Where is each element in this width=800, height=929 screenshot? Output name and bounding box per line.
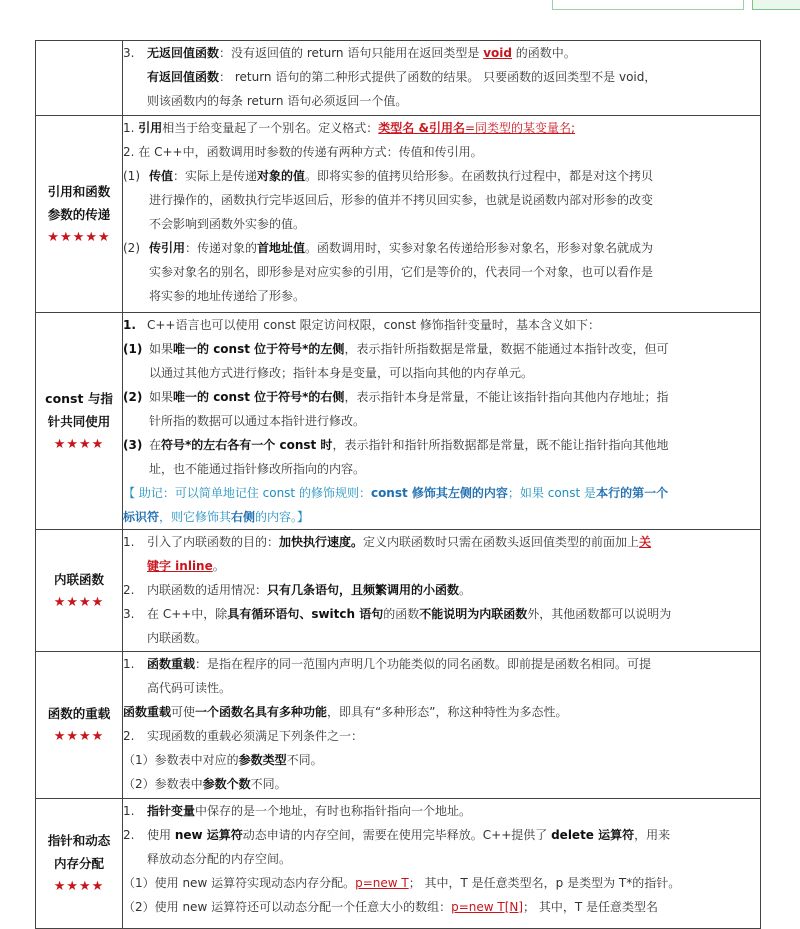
content-line <box>123 626 760 650</box>
text-segment: 。即将实参的值拷贝给形参。在函数执行过程中，都是对这个拷贝 <box>305 169 654 183</box>
text-segment: 函数重载 <box>147 657 196 671</box>
text-segment: ：实际上是传递 <box>173 169 258 183</box>
text-segment: 。 <box>212 559 225 573</box>
text-segment: 关 <box>639 535 652 549</box>
text-segment: 将实参的地址传递给了形参。 <box>149 289 306 303</box>
content-line <box>123 65 760 89</box>
topic-cell <box>36 799 123 929</box>
text-segment: 2. <box>123 828 135 842</box>
importance-stars: ★★★★ <box>53 436 105 452</box>
text-segment: 3. <box>123 46 135 60</box>
content-line <box>123 164 760 188</box>
content-line <box>123 188 760 212</box>
importance-stars: ★★★★★ <box>47 229 111 245</box>
text-segment: 动态申请的内存空间，需要在使用完毕释放。C++提供了 <box>242 828 552 842</box>
content-line <box>123 895 760 919</box>
text-segment: 本行的第一个 <box>596 486 669 500</box>
text-segment: 不同。 <box>286 753 323 767</box>
content-line <box>123 313 760 337</box>
text-segment: 相当于给变量起了一个别名。定义格式： <box>162 121 379 135</box>
text-segment: 引入了内联函数的目的： <box>147 535 280 549</box>
text-segment: 唯一的 const 位于符号*的右侧 <box>173 390 345 404</box>
top-frame-right <box>752 0 800 10</box>
text-segment: 。函数调用时，实参对象名传递给形参对象名，形参对象名就成为 <box>305 241 654 255</box>
content-line <box>123 676 760 700</box>
text-segment: (1) <box>123 342 143 356</box>
text-segment: 外，其他函数都可以说明为 <box>527 607 672 621</box>
content-line <box>123 871 760 895</box>
text-segment: ，表示指针和指针所指数据都是常量，既不能让指针指向其他地 <box>332 438 669 452</box>
text-segment: C++语言也可以使用 const 限定访问权限，const 修饰指针变量时，基本含义如下： <box>147 318 600 332</box>
text-segment: 1. <box>123 535 135 549</box>
text-segment: 如果 <box>149 390 174 404</box>
text-segment: 址，也不能通过指针修改所指向的内容。 <box>149 462 366 476</box>
topic-title: 引用和函数 <box>47 183 111 199</box>
content-line <box>123 116 760 140</box>
text-segment: ，表示指针所指数据是常量，数据不能通过本指针改变，但可 <box>344 342 669 356</box>
topic-cell <box>36 530 123 652</box>
content-line <box>123 602 760 626</box>
importance-stars: ★★★★ <box>53 729 105 744</box>
text-segment: 2. <box>123 583 135 597</box>
content-cell <box>123 116 761 313</box>
content-line <box>123 505 760 529</box>
text-segment: 传值 <box>149 169 174 183</box>
text-segment: 内联函数。 <box>147 631 208 645</box>
text-segment: 类型名 &引用名 <box>378 121 465 135</box>
text-segment: 【 助记：可以简单地记住 const 的修饰规则： <box>123 486 371 500</box>
importance-stars: ★★★★ <box>53 594 105 610</box>
study-notes-table <box>35 40 761 929</box>
content-line <box>123 260 760 284</box>
text-segment: 使用 <box>147 828 175 842</box>
top-frame-left <box>552 0 744 10</box>
content-line <box>123 724 760 748</box>
text-segment: （1）参数表中对应的 <box>123 753 239 767</box>
content-line <box>123 89 760 113</box>
text-segment: 首地址值 <box>257 241 306 255</box>
text-segment: 不同。 <box>250 777 287 791</box>
topic-title: 针共同使用 <box>47 413 111 429</box>
text-segment: 1. <box>123 121 139 135</box>
text-segment: 针所指的数据可以通过本指针进行修改。 <box>149 414 366 428</box>
text-segment: 无返回值函数 <box>147 46 220 60</box>
text-segment: 的函数中。 <box>511 46 576 60</box>
text-segment: 传引用 <box>149 241 186 255</box>
text-segment: ，即具有“多种形态”，称这种特性为多态性。 <box>327 705 568 719</box>
content-line <box>123 823 760 847</box>
text-segment: 键字 inline <box>147 559 213 573</box>
text-segment: 引用 <box>138 121 163 135</box>
content-line <box>123 748 760 772</box>
content-cell <box>123 799 761 929</box>
content-line <box>123 409 760 433</box>
text-segment: (3) <box>123 438 143 452</box>
text-segment: 符号*的左右各有一个 const 时 <box>161 438 333 452</box>
importance-stars: ★★★★ <box>53 879 105 894</box>
text-segment: 不能说明为内联函数 <box>419 607 528 621</box>
text-segment: 的函数 <box>383 607 420 621</box>
text-segment: 指针变量 <box>147 804 196 818</box>
topic-title: 指针和动态 <box>47 833 111 848</box>
content-line <box>123 433 760 457</box>
text-segment: 1. <box>123 318 136 332</box>
text-segment: 3. <box>123 607 135 621</box>
content-cell <box>123 41 761 116</box>
content-cell <box>123 652 761 799</box>
text-segment: return <box>306 46 344 60</box>
text-segment: 1. <box>123 657 135 671</box>
topic-cell <box>36 116 123 313</box>
text-segment: ：没有返回值的 <box>219 46 307 60</box>
text-segment: 1. <box>123 804 135 818</box>
content-line <box>123 284 760 308</box>
text-segment: ； 其中，T 是任意类型名 <box>523 900 659 914</box>
text-segment: p=new T <box>355 876 409 890</box>
text-segment: 以通过其他方式进行修改；指针本身是变量，可以指向其他的内存单元。 <box>149 366 534 380</box>
text-segment: =同类型的某变量名; <box>464 121 576 135</box>
content-line <box>123 140 760 164</box>
text-segment: 可使 <box>171 705 196 719</box>
text-segment: 右侧 <box>231 510 256 524</box>
text-segment: 内联函数的适用情况： <box>147 583 268 597</box>
text-segment: 2. 在 C++中，函数调用时参数的传递有两种方式：传值和传引用。 <box>123 145 483 159</box>
text-segment: ；如果 const 是 <box>507 486 597 500</box>
text-segment: 2. <box>123 729 135 743</box>
content-line <box>123 772 760 796</box>
content-line <box>123 236 760 260</box>
text-segment: 加快执行速度。 <box>279 535 364 549</box>
text-segment: 在 <box>149 438 162 452</box>
text-segment: 参数个数 <box>202 777 251 791</box>
text-segment: 定义内联函数时只需在函数头返回值类型的前面加上 <box>363 535 640 549</box>
text-segment: 的内容。】 <box>255 510 310 524</box>
content-line <box>123 530 760 554</box>
text-segment: 只有几条语句，且频繁调用的小函数 <box>267 583 460 597</box>
text-segment: 则该函数内的每条 return 语句必须返回一个值。 <box>147 94 408 108</box>
text-segment: delete 运算符 <box>551 828 635 842</box>
text-segment: ，表示指针本身是常量，不能让该指针指向其他内存地址；指 <box>344 390 669 404</box>
text-segment: （2）使用 new 运算符还可以动态分配一个任意大小的数组： <box>123 900 452 914</box>
content-line <box>123 481 760 505</box>
text-segment: (2) <box>123 390 143 404</box>
content-line <box>123 41 760 65</box>
text-segment: ：传递对象的 <box>185 241 258 255</box>
text-segment: 函数重载 <box>123 705 172 719</box>
content-line <box>123 361 760 385</box>
text-segment: new 运算符 <box>174 828 243 842</box>
table-row <box>36 530 761 652</box>
topic-title: const 与指 <box>45 390 113 406</box>
text-segment: (2) <box>123 241 140 255</box>
topic-cell <box>36 41 123 116</box>
topic-title: 参数的传递 <box>47 206 111 222</box>
table-row <box>36 116 761 313</box>
table-row <box>36 313 761 530</box>
topic-title: 内存分配 <box>53 856 104 871</box>
content-line <box>123 337 760 361</box>
text-segment: 标识符 <box>123 510 160 524</box>
table-row <box>36 799 761 929</box>
text-segment: 在 C++中，除 <box>147 607 228 621</box>
text-segment: void <box>483 46 512 60</box>
text-segment: 中保存的是一个地址，有时也称指针指向一个地址。 <box>195 804 472 818</box>
text-segment: 不会影响到函数外实参的值。 <box>149 217 306 231</box>
content-line <box>123 700 760 724</box>
text-segment: 唯一的 const 位于符号*的左侧 <box>173 342 345 356</box>
content-line <box>123 554 760 578</box>
content-line <box>123 578 760 602</box>
content-line <box>123 212 760 236</box>
text-segment: ： return 语句的第二种形式提供了函数的结果。 只要函数的返回类型不是 void， <box>219 70 657 84</box>
table-row <box>36 41 761 116</box>
text-segment: 参数类型 <box>238 753 287 767</box>
content-line <box>123 385 760 409</box>
table-row <box>36 652 761 799</box>
text-segment: 进行操作的，函数执行完毕返回后，形参的值并不拷贝回实参，也就是说函数内部对形参的改变 <box>149 193 654 207</box>
content-line <box>123 457 760 481</box>
text-segment: 有返回值函数 <box>147 70 220 84</box>
text-segment: 对象的值 <box>257 169 306 183</box>
text-segment: 实参对象名的别名，即形参是对应实参的引用，它们是等价的，代表同一个对象，也可以看作是 <box>149 265 654 279</box>
text-segment: ，则它修饰其 <box>159 510 232 524</box>
text-segment: ； 其中，T 是任意类型名，p 是类型为 T*的指针。 <box>408 876 681 890</box>
content-line <box>123 652 760 676</box>
text-segment: 释放动态分配的内存空间。 <box>147 852 292 866</box>
topic-title: 内联函数 <box>53 571 104 587</box>
text-segment: （2）参数表中 <box>123 777 203 791</box>
content-line <box>123 847 760 871</box>
text-segment: 如果 <box>149 342 174 356</box>
text-segment: 实现函数的重载必须满足下列条件之一： <box>147 729 364 743</box>
text-segment: ：是指在程序的同一范围内声明几个功能类似的同名函数。即前提是函数名相同。可提 <box>195 657 652 671</box>
text-segment: 高代码可读性。 <box>147 681 232 695</box>
text-segment: 。 <box>459 583 472 597</box>
text-segment: ，用来 <box>634 828 671 842</box>
text-segment: p=new T[N] <box>451 900 524 914</box>
text-segment: 具有循环语句、switch 语句 <box>227 607 384 621</box>
content-cell <box>123 530 761 652</box>
text-segment: 语句只能用在返回类型是 <box>343 46 484 60</box>
topic-cell <box>36 652 123 799</box>
text-segment: const 修饰其左侧的内容 <box>370 486 508 500</box>
text-segment: 一个函数名具有多种功能 <box>195 705 328 719</box>
content-cell <box>123 313 761 530</box>
text-segment: （1）使用 new 运算符实现动态内存分配。 <box>123 876 356 890</box>
content-line <box>123 799 760 823</box>
topic-cell <box>36 313 123 530</box>
text-segment: (1) <box>123 169 140 183</box>
topic-title: 函数的重载 <box>47 706 111 721</box>
